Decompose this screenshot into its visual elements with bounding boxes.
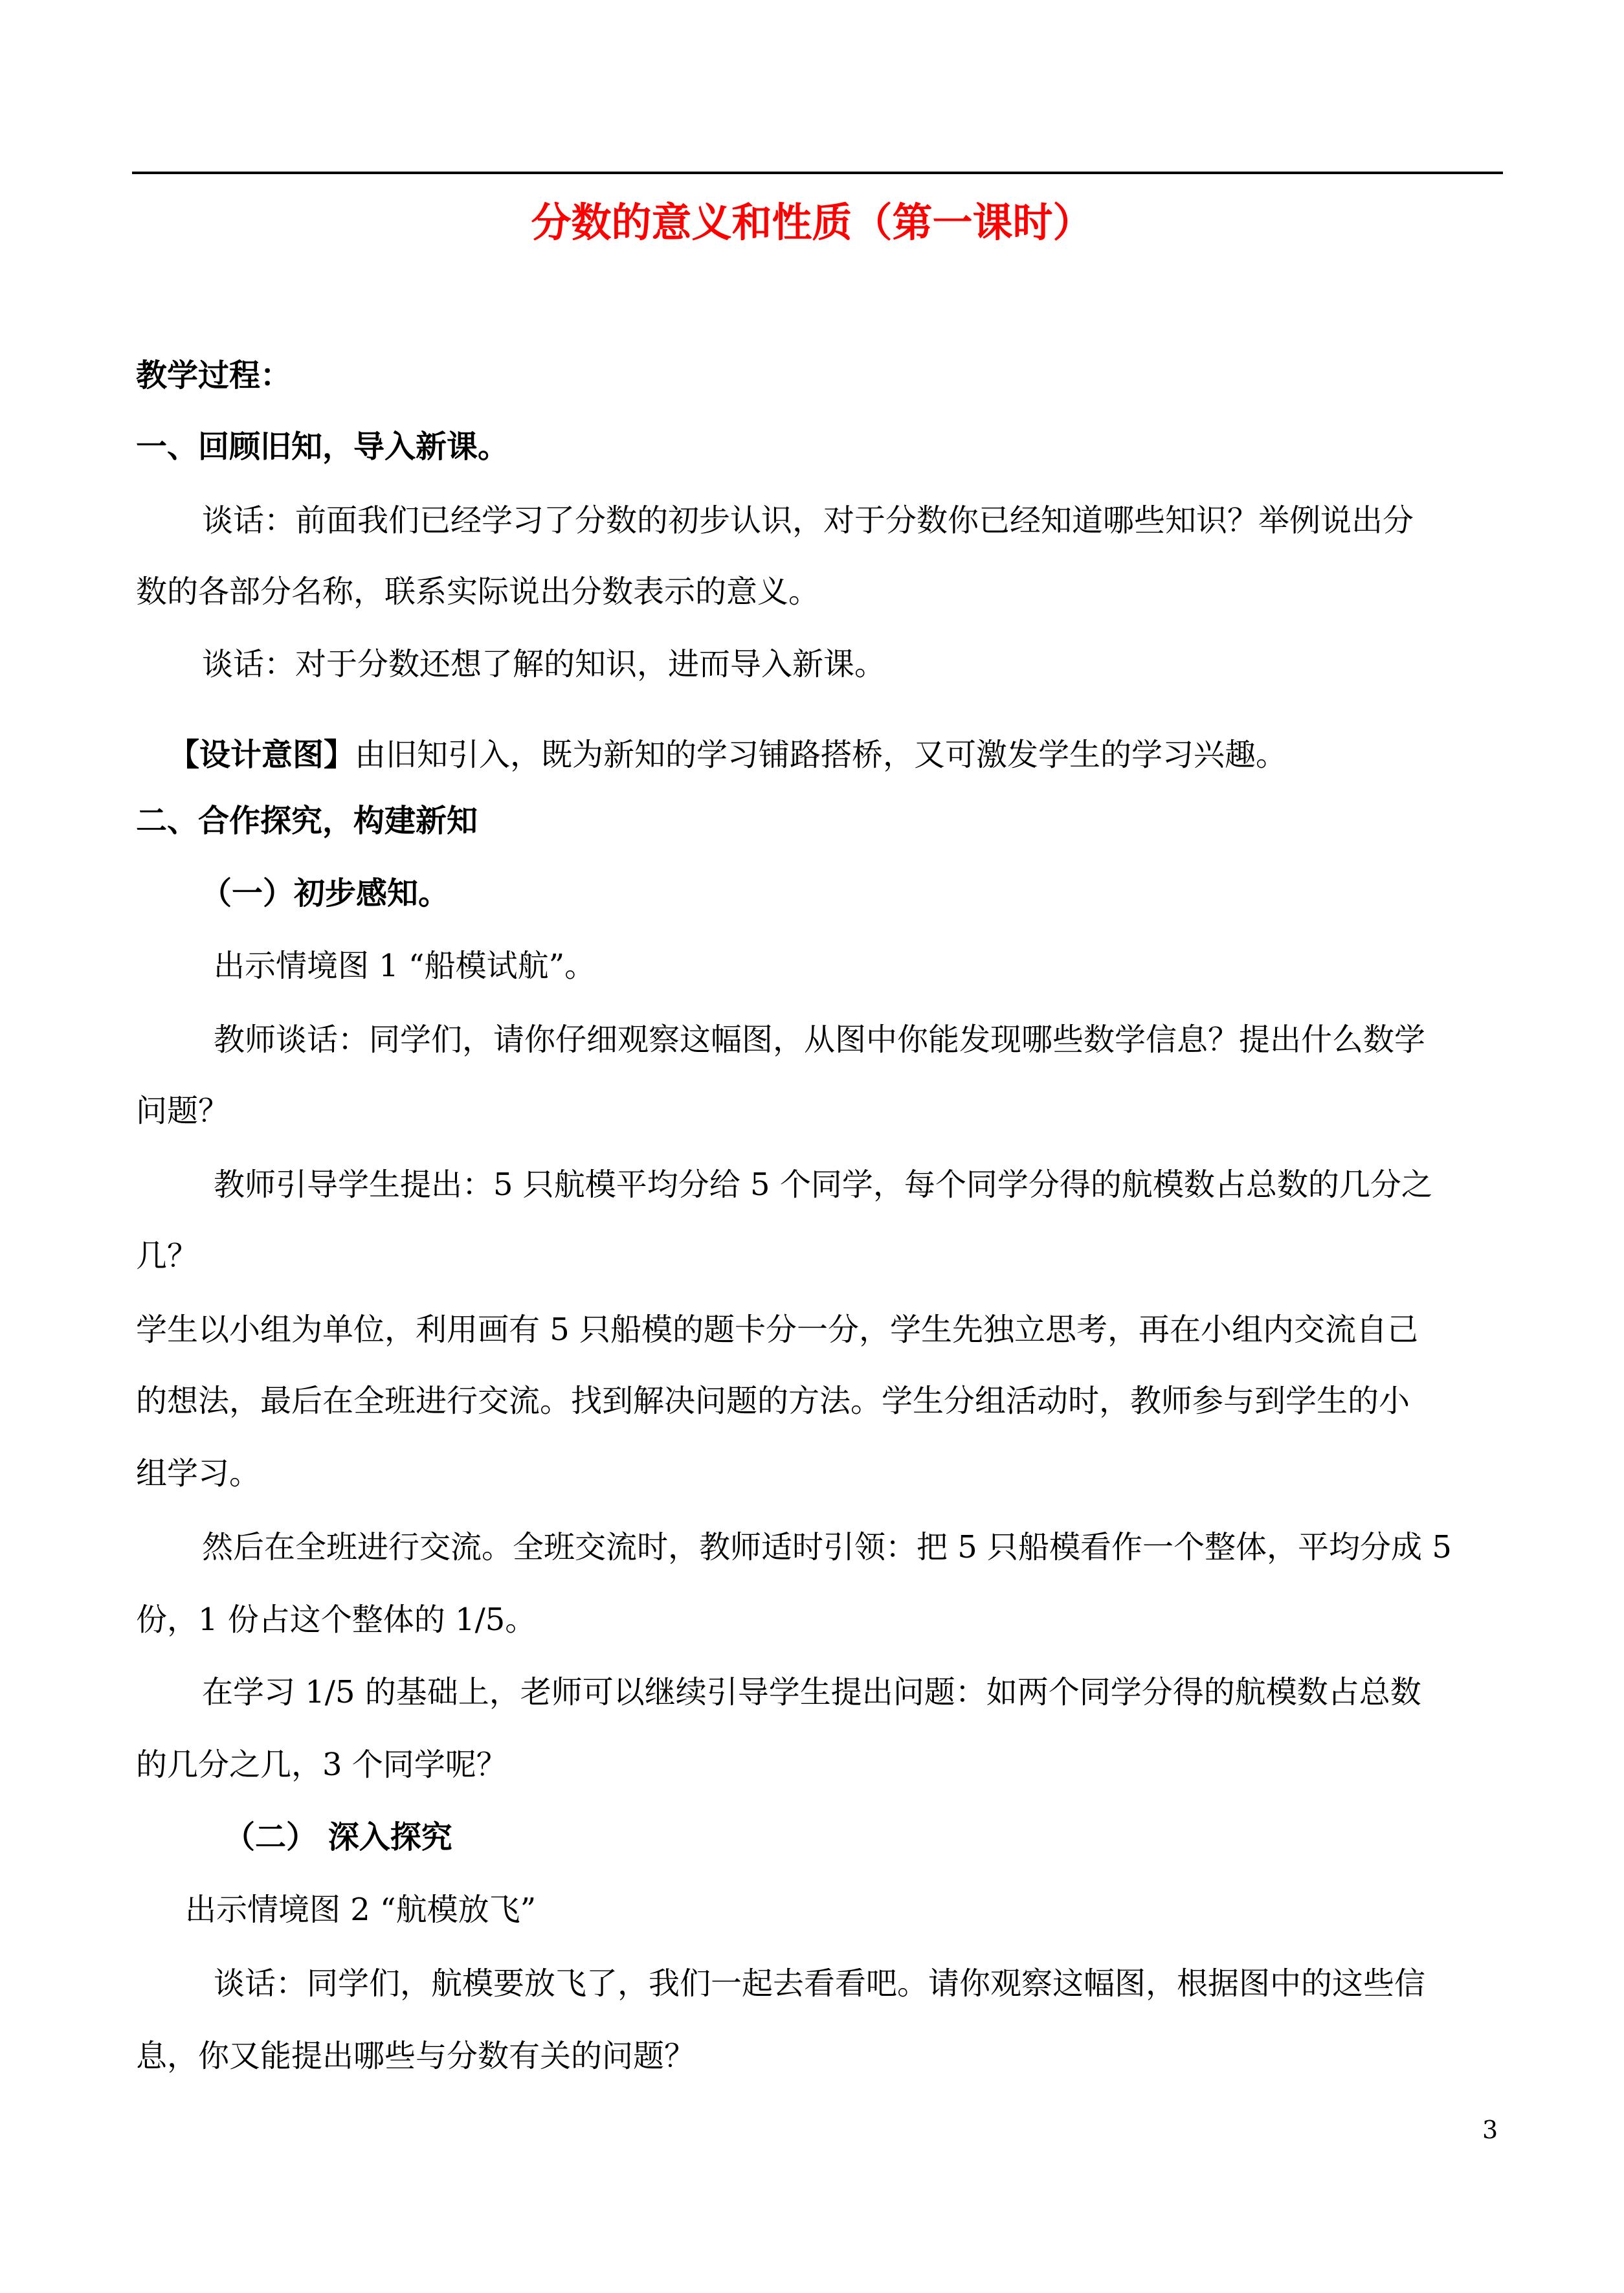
paragraph-line: 的想法，最后在全班进行交流。找到解决问题的方法。学生分组活动时，教师参与到学生的小 [136, 1383, 1410, 1419]
paragraph-line: 谈话：前面我们已经学习了分数的初步认识，对于分数你已经知道哪些知识？举例说出分 [202, 502, 1414, 539]
paragraph-line: 数的各部分名称，联系实际说出分数表示的意义。 [136, 574, 820, 610]
design-intent-label: 【设计意图】 [168, 737, 355, 773]
paragraph-line: 谈话：对于分数还想了解的知识，进而导入新课。 [202, 646, 886, 682]
design-intent-paragraph [168, 732, 1539, 778]
paragraph-line: 的几分之几，3 个同学呢？ [136, 1747, 507, 1783]
heading-teaching-process: 教学过程： [136, 357, 292, 394]
paragraph-line: 然后在全班进行交流。全班交流时，教师适时引领：把 5 只船模看作一个整体，平均分成 5 [202, 1529, 1452, 1565]
paragraph-line: 教师引导学生提出：5 只航模平均分给 5 个同学，每个同学分得的航模数占总数的几分之 [214, 1167, 1432, 1203]
paragraph-line: 息，你又能提出哪些与分数有关的问题？ [136, 2038, 696, 2074]
design-intent-text: 由旧知引入，既为新知的学习铺路搭桥，又可激发学生的学习兴趣。 [355, 737, 1287, 773]
paragraph-line: 出示情境图 2 “航模放飞” [185, 1892, 537, 1928]
paragraph-line: 学生以小组为单位，利用画有 5 只船模的题卡分一分，学生先独立思考，再在小组内交流自己 [136, 1312, 1419, 1348]
page-number: 3 [1482, 2116, 1498, 2144]
paragraph-line: 份，1 份占这个整体的 1/5。 [136, 1602, 537, 1638]
section-heading-2: 二、合作探究，构建新知 [136, 803, 478, 839]
header-rule [132, 172, 1503, 174]
subsection-heading-2: （二） 深入探究 [224, 1819, 452, 1855]
subsection-heading-1: （一）初步感知。 [201, 875, 450, 912]
paragraph-line: 教师谈话：同学们，请你仔细观察这幅图，从图中你能发现哪些数学信息？提出什么数学 [214, 1022, 1426, 1058]
paragraph-line: 组学习。 [136, 1455, 261, 1492]
paragraph-line: 在学习 1/5 的基础上，老师可以继续引导学生提出问题：如两个同学分得的航模数占总数 [202, 1674, 1421, 1710]
paragraph-line: 出示情境图 1 “船模试航”。 [214, 948, 596, 984]
paragraph-line: 问题？ [136, 1093, 230, 1129]
section-heading-1: 一、回顾旧知，导入新课。 [136, 429, 509, 465]
page-title: 分数的意义和性质（第一课时） [531, 199, 1093, 246]
paragraph-line: 几？ [136, 1238, 199, 1274]
paragraph-line: 谈话：同学们，航模要放飞了，我们一起去看看吧。请你观察这幅图，根据图中的这些信 [214, 1965, 1426, 2002]
